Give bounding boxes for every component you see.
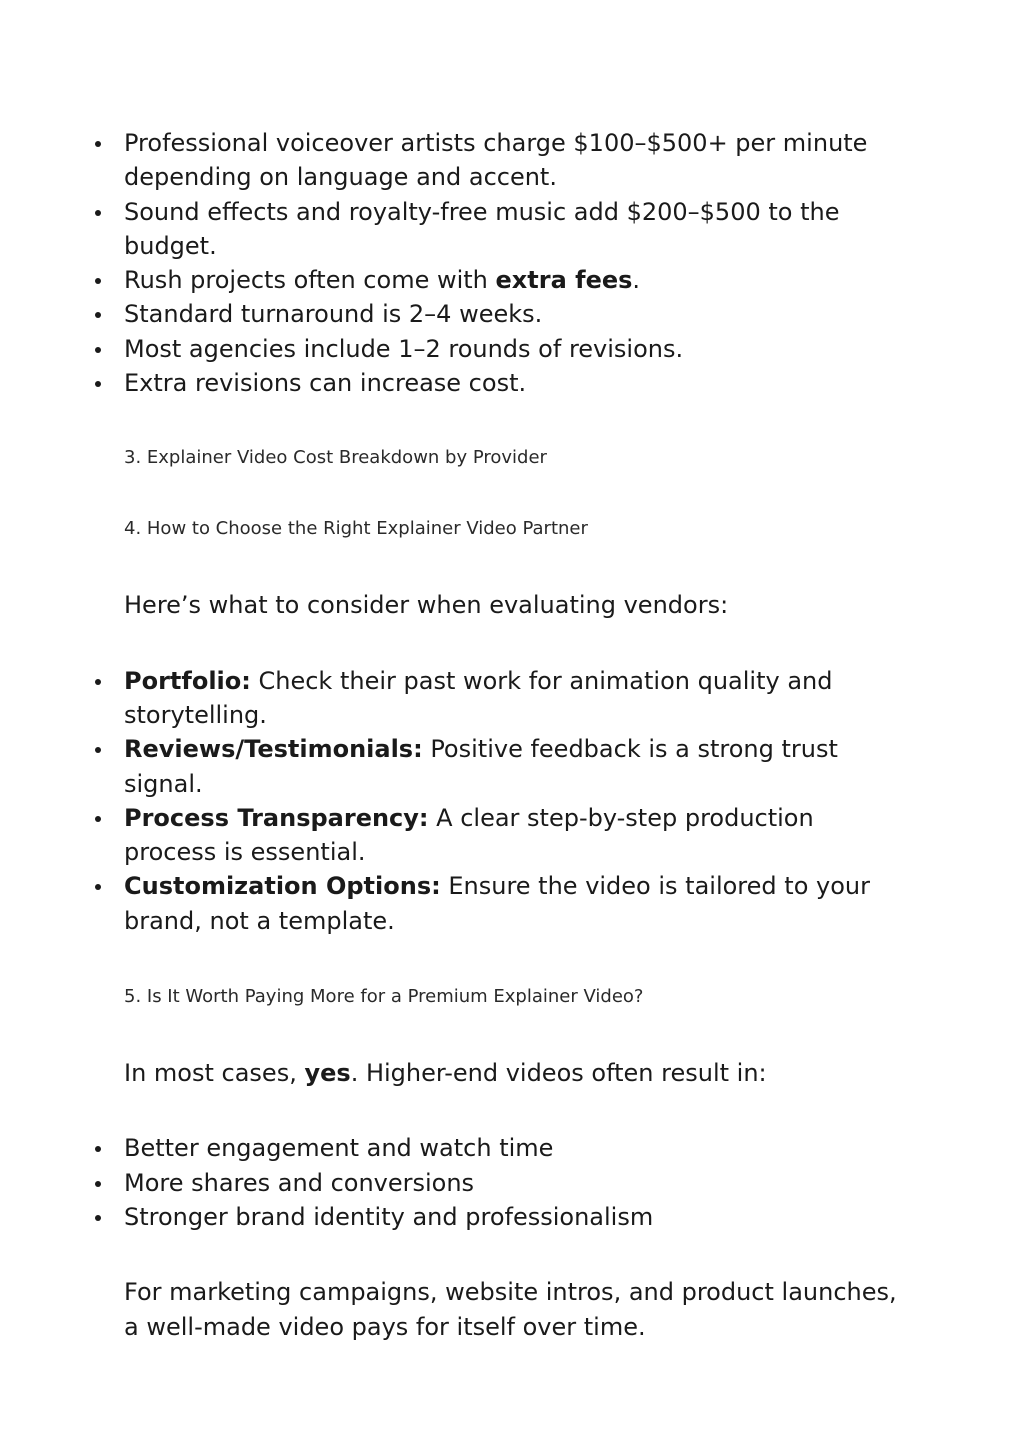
criterion-label: Process Transparency: (124, 803, 429, 832)
paragraph-text: . Higher-end videos often result in: (350, 1059, 767, 1088)
list-item: Better engagement and watch time (124, 1131, 904, 1165)
criterion-description: Check their past work for animation quality and storytelling. (124, 666, 833, 729)
list-item: Professional voiceover artists charge $100–$500+ per minute depending on language and accent. (124, 126, 904, 195)
paragraph-bold: yes (304, 1059, 351, 1088)
paragraph-text: In most cases, (124, 1059, 305, 1088)
list-item (124, 801, 904, 870)
list-item: Standard turnaround is 2–4 weeks. (124, 297, 904, 331)
list-item: Stronger brand identity and professionalism (124, 1200, 904, 1234)
section-heading-5: 5. Is It Worth Paying More for a Premium Explainer Video? (124, 986, 644, 1008)
list-item (124, 732, 904, 801)
criterion-description: Positive feedback is a strong trust signal. (124, 735, 838, 798)
criterion-description: A clear step-by-step production process is essential. (124, 803, 814, 867)
closing-paragraph: For marketing campaigns, website intros, and product launches, a well-made video pays for itself over time. (124, 1278, 897, 1341)
criterion-description: Ensure the video is tailored to your brand, not a template. (124, 872, 870, 935)
list-item: More shares and conversions (124, 1166, 904, 1200)
list-item-bold: extra fees (495, 266, 633, 295)
list-item: Extra revisions can increase cost. (124, 366, 904, 400)
criterion-label: Customization Options: (124, 872, 441, 901)
vendor-criteria-list (124, 664, 904, 938)
section-heading-3: 3. Explainer Video Cost Breakdown by Provider (124, 447, 547, 469)
consider-intro-paragraph: Here’s what to consider when evaluating vendors: (124, 591, 729, 620)
document-content (124, 126, 904, 1344)
premium-answer-paragraph (124, 1056, 904, 1090)
list-item (124, 869, 904, 938)
premium-benefits-list (124, 1131, 904, 1234)
section-heading-4: 4. How to Choose the Right Explainer Video Partner (124, 518, 588, 540)
criterion-label: Portfolio: (124, 666, 251, 695)
cost-factors-list (124, 126, 904, 400)
list-item-text: . (632, 266, 641, 295)
list-item: Most agencies include 1–2 rounds of revisions. (124, 332, 904, 366)
list-item: Sound effects and royalty-free music add $200–$500 to the budget. (124, 195, 904, 264)
criterion-label: Reviews/Testimonials: (124, 735, 423, 764)
list-item (124, 263, 904, 297)
list-item (124, 664, 904, 733)
list-item-text: Rush projects often come with (124, 266, 496, 295)
